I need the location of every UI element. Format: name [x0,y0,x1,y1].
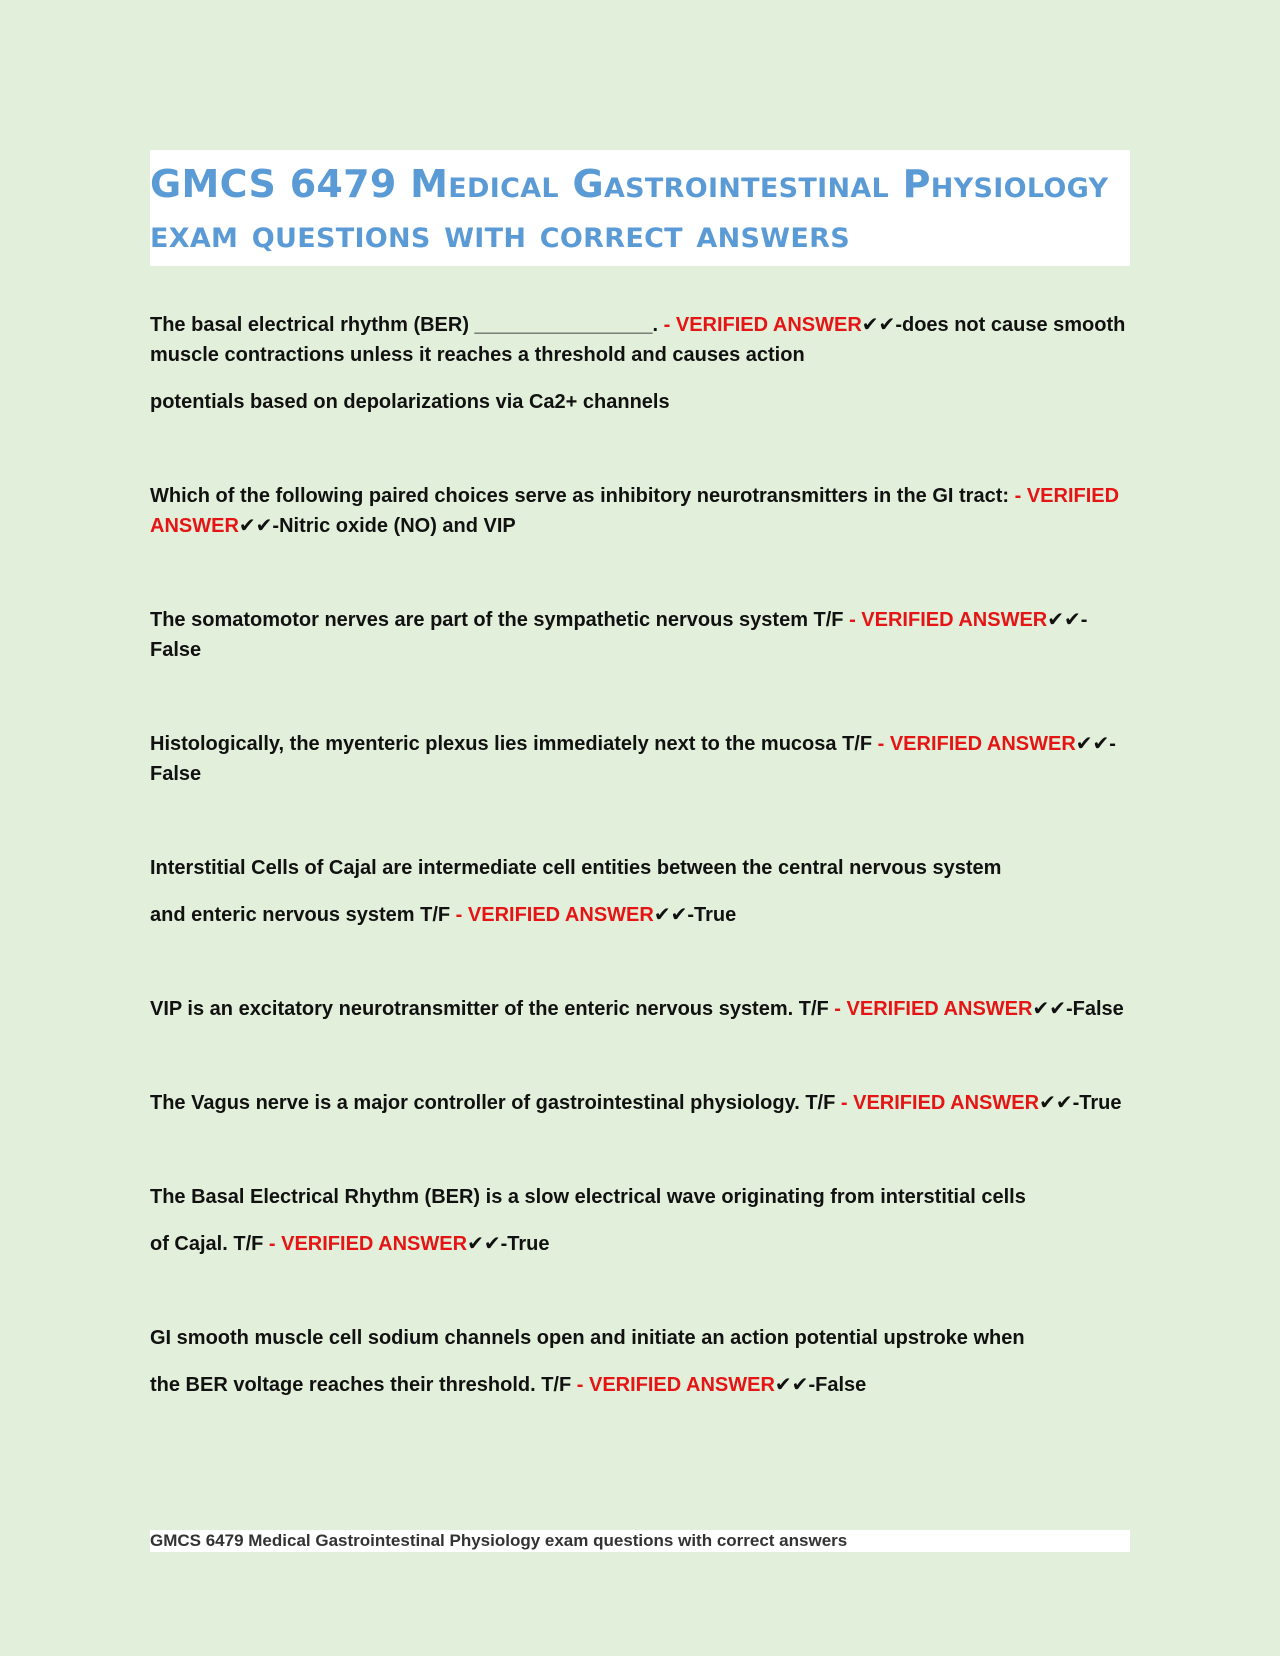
question-paragraph [150,605,1130,665]
answer-text: ✔✔-False [1032,998,1124,1020]
question-paragraph [150,900,1130,930]
verified-answer-label: - VERIFIED ANSWER [263,1233,468,1255]
question-text: Which of the following paired choices serve as inhibitory neurotransmitters in the GI tract: [150,485,1010,507]
question-text: Interstitial Cells of Cajal are intermediate cell entities between the central nervous system [150,857,1002,879]
question-text: potentials based on depolarizations via Ca2+ channels [150,391,670,413]
question-item [150,1182,1130,1259]
question-item [150,994,1130,1024]
question-paragraph [150,1229,1130,1259]
question-text: GI smooth muscle cell sodium channels open and initiate an action potential upstroke when [150,1327,1025,1349]
question-list [150,310,1130,1400]
answer-text: ✔✔-False [150,609,1088,661]
question-paragraph [150,387,1130,417]
question-paragraph [150,729,1130,789]
question-text: The Vagus nerve is a major controller of gastrointestinal physiology. T/F [150,1092,836,1114]
answer-text: ✔✔-True [1039,1092,1122,1114]
question-item [150,853,1130,930]
question-text: of Cajal. T/F [150,1233,264,1255]
answer-text: ✔✔-False [774,1374,867,1396]
verified-answer-label: - VERIFIED ANSWER [658,314,862,336]
question-item [150,729,1130,789]
verified-answer-label: - VERIFIED ANSWER [843,609,1048,631]
question-paragraph [150,1323,1130,1353]
question-paragraph [150,853,1130,883]
verified-answer-label: - VERIFIED ANSWER [150,485,1120,537]
answer-text: ✔✔-True [653,904,737,926]
question-item [150,1088,1130,1118]
document-page [150,150,1130,1464]
question-text: The basal electrical rhythm (BER) ________________. [150,314,659,336]
verified-answer-label: - VERIFIED ANSWER [571,1374,775,1396]
question-text: VIP is an excitatory neurotransmitter of the enteric nervous system. T/F [150,998,829,1020]
page-footer: GMCS 6479 Medical Gastrointestinal Physiology exam questions with correct answers [150,1530,1130,1552]
answer-text: ✔✔-False [150,733,1116,785]
question-item [150,1323,1130,1400]
question-item [150,310,1130,417]
question-paragraph [150,1182,1130,1212]
verified-answer-label: - VERIFIED ANSWER [872,733,1076,755]
question-paragraph [150,310,1130,370]
question-paragraph [150,1370,1130,1400]
document-title [150,150,1130,266]
answer-text: ✔✔-Nitric oxide (NO) and VIP [238,515,516,537]
question-text: The somatomotor nerves are part of the sympathetic nervous system T/F [150,609,844,631]
question-item [150,481,1130,541]
question-paragraph [150,1088,1130,1118]
title-line-1: GMCS 6479 Medical Gastrointestinal Physiology [150,162,1109,206]
verified-answer-label: - VERIFIED ANSWER [828,998,1033,1020]
verified-answer-label: - VERIFIED ANSWER [450,904,654,926]
question-text: Histologically, the myenteric plexus lies immediately next to the mucosa T/F [150,733,873,755]
answer-text: ✔✔-does not cause smooth muscle contractions unless it reaches a threshold and causes action [150,314,1126,366]
question-text: and enteric nervous system T/F [150,904,451,926]
title-line-2: exam questions with correct answers [150,212,850,256]
question-paragraph [150,994,1130,1024]
question-text: the BER voltage reaches their threshold. T/F [150,1374,572,1396]
answer-text: ✔✔-True [467,1233,550,1255]
verified-answer-label: - VERIFIED ANSWER [835,1092,1040,1114]
question-text: The Basal Electrical Rhythm (BER) is a slow electrical wave originating from interstitial cells [150,1186,1026,1208]
question-item [150,605,1130,665]
question-paragraph [150,481,1130,541]
